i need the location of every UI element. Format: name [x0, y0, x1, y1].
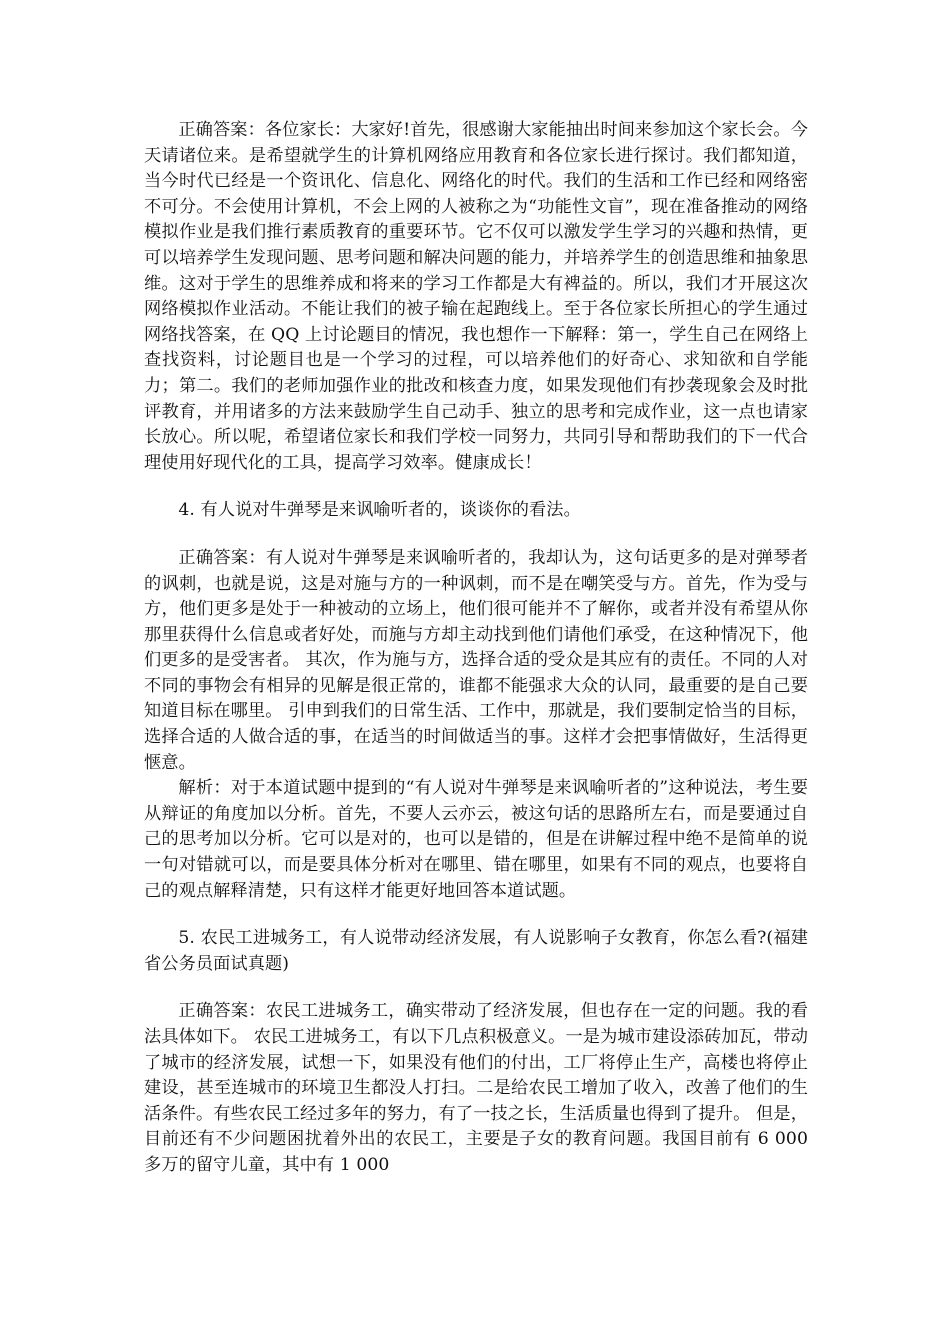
answer-paragraph: 正确答案：有人说对牛弹琴是来讽喻听者的，我却认为，这句话更多的是对弹琴者的讽刺，也就是说，这是对施与方的一种讽刺，而不是在嘲笑受与方。首先，作为受与方，他们更多是处于一种被动的立场上，他们很可能并不了解你，或者并没有希望从你那里获得什么信息或者好处，而施与方却主动找到他们请他们承受，在这种情况下，他们更多的是受害者。 其次，作为施与方，选择合适的受众是其应有的责任。不同的人对不同的事物会有相异的见解是很正常的，谁都不能强求大众的认同，最重要的是自己要知道目标在哪里。 引申到我们的日常生活、工作中，那就是，我们要制定恰当的目标，选择合适的人做合适的事，在适当的时间做适当的事。这样才会把事情做好，生活得更惬意。: [144, 547, 808, 773]
question-paragraph: 5. 农民工进城务工，有人说带动经济发展，有人说影响子女教育，你怎么看?(福建省公务员面试真题): [144, 928, 808, 974]
document-page: [144, 118, 808, 1179]
answer-paragraph: 正确答案：农民工进城务工，确实带动了经济发展，但也存在一定的问题。我的看法具体如下。 农民工进城务工，有以下几点积极意义。一是为城市建设添砖加瓦，带动了城市的经济发展，试想一下，如果没有他们的付出，工厂将停止生产，高楼也将停止建设，甚至连城市的环境卫生都没人打扫。二是给农民工增加了收入，改善了他们的生活条件。有些农民工经过多年的努力，有了一技之长，生活质量也得到了提升。 但是，目前还有不少问题困扰着外出的农民工，主要是子女的教育问题。我国目前有 6 000 多万的留守儿童，其中有 1 000: [144, 1001, 808, 1175]
question-paragraph: 4. 有人说对牛弹琴是来讽喻听者的，谈谈你的看法。: [178, 500, 581, 521]
analysis-paragraph: 解析：对于本道试题中提到的“有人说对牛弹琴是来讽喻听者的”这种说法，考生要从辩证的角度加以分析。首先，不要人云亦云，被这句话的思路所左右，而是要通过自己的思考加以分析。它可以是对的，也可以是错的，但是在讲解过程中绝不是简单的说一句对错就可以，而是要具体分析对在哪里、错在哪里，如果有不同的观点，也要将自己的观点解释清楚，只有这样才能更好地回答本道试题。: [144, 778, 808, 901]
answer-paragraph: 正确答案：各位家长：大家好!首先，很感谢大家能抽出时间来参加这个家长会。今天请诸位来。是希望就学生的计算机网络应用教育和各位家长进行探讨。我们都知道，当今时代已经是一个资讯化、信息化、网络化的时代。我们的生活和工作已经和网络密不可分。不会使用计算机，不会上网的人被称之为“功能性文盲”，现在准备推动的网络模拟作业是我们推行素质教育的重要环节。它不仅可以激发学生学习的兴趣和热情，更可以培养学生发现问题、思考问题和解决问题的能力，并培养学生的创造思维和抽象思维。这对于学生的思维养成和将来的学习工作都是大有裨益的。所以，我们才开展这次网络模拟作业活动。不能让我们的被子输在起跑线上。至于各位家长所担心的学生通过网络找答案，在 QQ 上讨论题目的情况，我也想作一下解释：第一，学生自己在网络上查找资料，讨论题目也是一个学习的过程，可以培养他们的好奇心、求知欲和自学能力；第二。我们的老师加强作业的批改和核查力度，如果发现他们有抄袭现象会及时批评教育，并用诸多的方法来鼓励学生自己动手、独立的思考和完成作业，这一点也请家长放心。所以呢，希望诸位家长和我们学校一同努力，共同引导和帮助我们的下一代合理使用好现代化的工具，提高学习效率。健康成长！: [144, 120, 808, 473]
